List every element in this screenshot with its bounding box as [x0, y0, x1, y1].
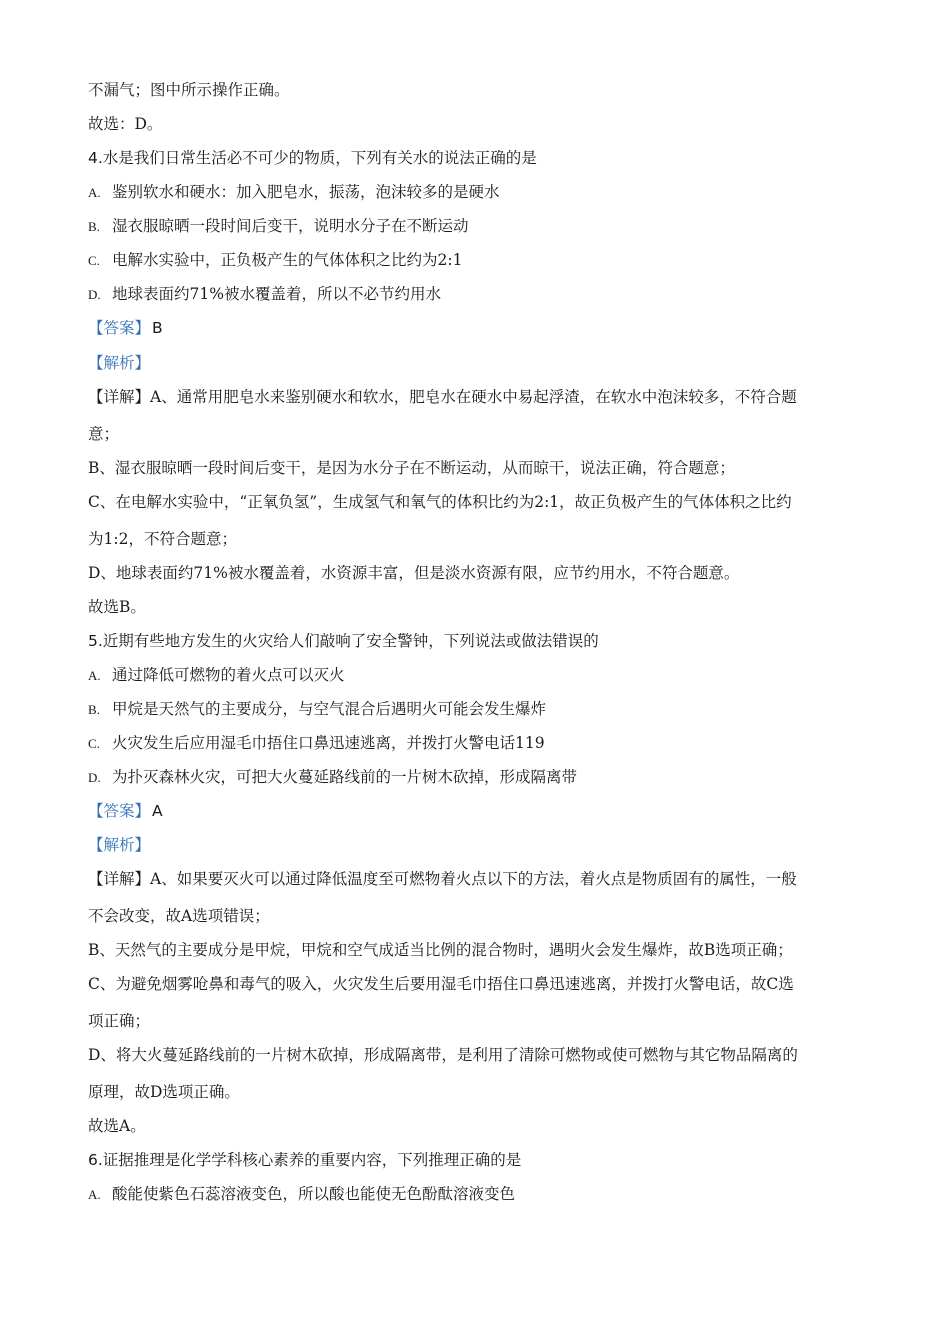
q5-answer — [88, 801, 163, 821]
option-label: C. — [88, 253, 100, 268]
question-6 — [88, 1150, 521, 1170]
option-label: D. — [88, 770, 101, 785]
option-text: 鉴别软水和硬水：加入肥皂水，振荡，泡沫较多的是硬水 — [112, 183, 500, 201]
option-label: B. — [88, 219, 100, 234]
q5-analysis — [88, 835, 150, 855]
option-label: A. — [88, 185, 101, 200]
question-number: 5. — [88, 632, 103, 650]
q5-choose: 故选A。 — [88, 1117, 146, 1135]
question-number: 6. — [88, 1151, 103, 1169]
q5-detail-line — [88, 869, 797, 889]
q4-option-c — [88, 250, 462, 271]
q5-detail-line: D、将大火蔓延路线前的一片树木砍掉，形成隔离带，是利用了清除可燃物或使可燃物与其它物品隔离的 — [88, 1046, 798, 1064]
question-5 — [88, 631, 599, 651]
option-text: 地球表面约71%被水覆盖着，所以不必节约用水 — [112, 285, 441, 303]
q5-detail-line: C、为避免烟雾呛鼻和毒气的吸入，火灾发生后要用湿毛巾捂住口鼻迅速逃离，并拨打火警电话，故C选 — [88, 975, 794, 993]
detail-tag: 【详解】 — [88, 870, 151, 888]
option-label: D. — [88, 287, 101, 302]
detail-tag: 【详解】 — [88, 388, 151, 406]
option-label: B. — [88, 702, 100, 717]
q4-detail-line: 为1:2，不符合题意； — [88, 530, 237, 548]
q4-detail-line: 意； — [88, 425, 120, 443]
q4-detail-line: B、湿衣服晾晒一段时间后变干，是因为水分子在不断运动，从而晾干，说法正确，符合题意； — [88, 459, 735, 477]
answer-tag: 【答案】 — [88, 802, 151, 820]
option-text: 通过降低可燃物的着火点可以灭火 — [112, 666, 345, 684]
option-label: A. — [88, 668, 101, 683]
option-text: 酸能使紫色石蕊溶液变色，所以酸也能使无色酚酞溶液变色 — [112, 1185, 516, 1203]
q5-detail-line: 项正确； — [88, 1012, 151, 1030]
q4-option-b — [88, 216, 469, 237]
option-text: 火灾发生后应用湿毛巾捂住口鼻迅速逃离，并拨打火警电话119 — [112, 734, 545, 752]
q4-option-a — [88, 182, 500, 203]
q5-option-c — [88, 733, 545, 754]
question-text: 近期有些地方发生的火灾给人们敲响了安全警钟，下列说法或做法错误的 — [102, 632, 599, 650]
question-text: 水是我们日常生活必不可少的物质，下列有关水的说法正确的是 — [102, 149, 537, 167]
analysis-tag: 【解析】 — [88, 354, 151, 372]
q4-choose: 故选B。 — [88, 598, 146, 616]
answer-tag: 【答案】 — [88, 319, 151, 337]
question-text: 证据推理是化学学科核心素养的重要内容，下列推理正确的是 — [102, 1151, 522, 1169]
q5-detail-line: 原理，故D选项正确。 — [88, 1083, 240, 1101]
question-number: 4. — [88, 149, 103, 167]
q6-option-a — [88, 1184, 515, 1205]
option-text: 甲烷是天然气的主要成分，与空气混合后遇明火可能会发生爆炸 — [112, 700, 547, 718]
q4-option-d — [88, 284, 441, 305]
answer-value: B — [152, 319, 163, 337]
detail-text: A、通常用肥皂水来鉴别硬水和软水，肥皂水在硬水中易起浮渣，在软水中泡沫较多，不符合题 — [150, 388, 797, 406]
detail-text: A、如果要灭火可以通过降低温度至可燃物着火点以下的方法，着火点是物质固有的属性，一般 — [150, 870, 797, 888]
analysis-tag: 【解析】 — [88, 836, 151, 854]
q5-option-b — [88, 699, 546, 720]
q4-answer — [88, 318, 163, 338]
option-text: 湿衣服晾晒一段时间后变干，说明水分子在不断运动 — [112, 217, 469, 235]
option-label: C. — [88, 736, 100, 751]
q4-detail-line: C、在电解水实验中，“正氧负氢”，生成氢气和氧气的体积比约为2:1，故正负极产生的气体体积之比约 — [88, 493, 792, 511]
prev-fragment-line: 不漏气；图中所示操作正确。 — [88, 81, 290, 99]
answer-value: A — [152, 802, 163, 820]
q4-detail-line: D、地球表面约71%被水覆盖着，水资源丰富，但是淡水资源有限，应节约用水，不符合题意。 — [88, 564, 740, 582]
q5-detail-line: 不会改变，故A选项错误； — [88, 907, 270, 925]
q5-detail-line: B、天然气的主要成分是甲烷，甲烷和空气成适当比例的混合物时，遇明火会发生爆炸，故B选项正确； — [88, 941, 793, 959]
option-text: 电解水实验中，正负极产生的气体体积之比约为2:1 — [112, 251, 463, 269]
option-label: A. — [88, 1187, 101, 1202]
q5-option-a — [88, 665, 345, 686]
q4-detail-line — [88, 387, 797, 407]
q5-option-d — [88, 767, 577, 788]
q4-analysis — [88, 353, 150, 373]
prev-choose-line: 故选：D。 — [88, 115, 163, 133]
question-4 — [88, 148, 537, 168]
option-text: 为扑灭森林火灾，可把大火蔓延路线前的一片树木砍掉，形成隔离带 — [112, 768, 578, 786]
